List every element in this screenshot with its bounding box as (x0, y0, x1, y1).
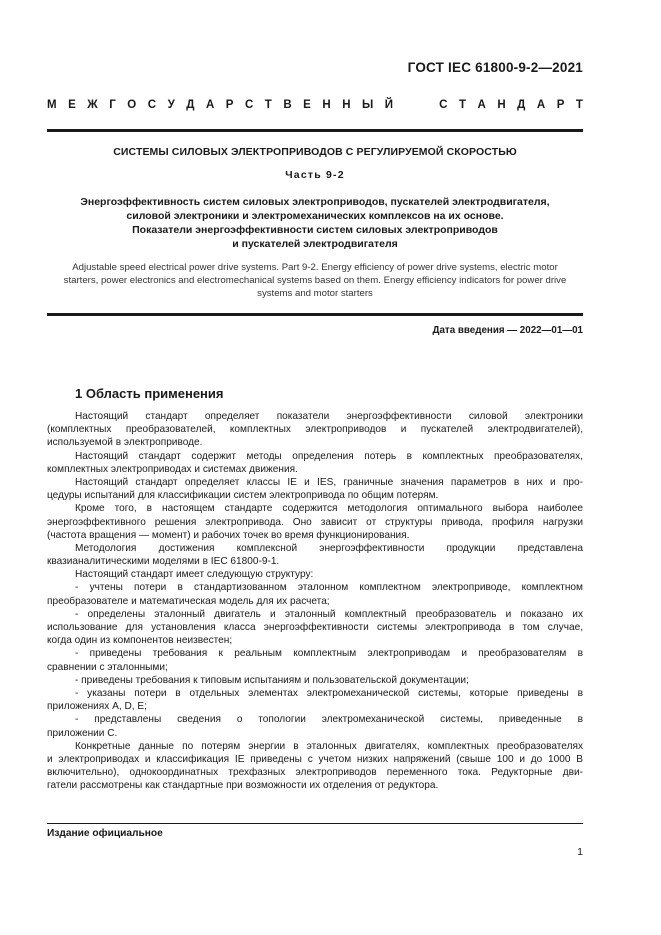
banner-letter: Е (68, 99, 76, 111)
text-line: (комплектных преобразователей, комплектных электроприводов и пускателей электродвигателей), (47, 424, 583, 436)
text-line: энергоэффективного решения электропривода. Оно зависит от структуры привода, профиля нагрузки (47, 516, 583, 528)
divider-top (47, 129, 583, 132)
banner-letter: Е (303, 99, 311, 111)
page-number: 1 (577, 846, 583, 858)
banner-letter: Н (497, 99, 506, 111)
banner-letter: М (47, 99, 57, 111)
text-line: (частота вращения — момент) и рабочих точек во время функционирования. (47, 529, 410, 541)
part-label: Часть 9-2 (285, 169, 345, 181)
text-line: включительно), однокоординатных трехфазных электроприводов переменного тока. Редукторные дви- (47, 767, 583, 779)
text-line: - учтены потери в стандартизованном эталонном комплектном электроприводе, комплектном (75, 582, 583, 594)
section-body (47, 410, 583, 792)
text-line: сравнении с эталонными; (47, 661, 168, 673)
subtitle-line: и пускателей электродвигателя (232, 238, 398, 250)
banner-letter: А (536, 99, 546, 111)
standard-number: ГОСТ IEC 61800-9-2—2021 (407, 60, 583, 75)
text-line: - указаны потери в отдельных элементах электромеханической системы, которые приведены в (75, 687, 583, 699)
banner-letter: Н (322, 99, 331, 111)
english-title (47, 261, 583, 300)
banner-letter: Й (384, 99, 394, 111)
banner-letter: О (127, 99, 137, 111)
banner-letter: С (439, 99, 448, 111)
interstate-standard-banner (47, 99, 583, 111)
text-line: когда один из компонентов неизвестен; (47, 635, 233, 647)
banner-letter: Н (342, 99, 351, 111)
text-line: цедуры испытаний для классификации систем электропривода по общим потерям. (47, 490, 439, 502)
english-title-line: systems and motor starters (257, 288, 373, 299)
section-heading: 1 Область применения (75, 386, 224, 401)
banner-letter: Т (264, 99, 272, 111)
text-line: используемой в электроприводе. (47, 437, 203, 449)
banner-letter: Ы (362, 99, 374, 111)
text-line: Конкретные данные по потерям энергии в эталонных двигателях, комплектных преобразователях (75, 740, 583, 752)
text-line: квазианалитическими моделями в IEC 61800-9-1. (47, 556, 280, 568)
text-line: преобразователе и математическая модель для их расчета; (47, 595, 330, 607)
banner-letter: В (283, 99, 292, 111)
banner-letter: Г (109, 99, 116, 111)
text-line: комплектных электроприводах и системах движения. (47, 463, 298, 475)
english-title-line: Adjustable speed electrical power drive systems. Part 9-2. Energy efficiency of power drive systems, electric motor (72, 262, 558, 273)
subtitle-line: силовой электроники и электромеханических комплексов на их основе. (126, 210, 504, 222)
text-line: - определены эталонный двигатель и эталонный комплектный преобразователь и показано их (75, 608, 583, 620)
banner-letter: Д (186, 99, 195, 111)
subtitle-line: Показатели энергоэффективности систем силовых электроприводов (132, 224, 498, 236)
banner-letter: Д (517, 99, 526, 111)
banner-letter: Р (556, 99, 565, 111)
text-line: - приведены требования к реальным комплектным электроприводам и преобразователям в (75, 648, 583, 660)
banner-letter: Т (458, 99, 466, 111)
standard-title: СИСТЕМЫ СИЛОВЫХ ЭЛЕКТРОПРИВОДОВ С РЕГУЛИРУЕМОЙ СКОРОСТЬЮ (113, 146, 517, 158)
text-line: Методология достижения комплексной энергоэффективности продукции представлена (75, 542, 583, 554)
introduction-date: Дата введения — 2022—01—01 (432, 325, 583, 336)
subtitle-line: Энергоэффективность систем силовых электроприводов, пускателей электродвигателя, (80, 196, 550, 208)
text-line: гатели рассмотрены как стандартные при возможности их отделения от редуктора. (47, 780, 439, 792)
text-line: приложениях А, D, Е; (47, 701, 147, 713)
divider-middle (47, 313, 583, 316)
text-line: Кроме того, в настоящем стандарте содержится методология оптимального выбора наиболее (75, 503, 583, 515)
banner-letter: С (244, 99, 254, 111)
text-line: - представлены сведения о топологии электромеханической системы, приведенные в (75, 714, 583, 726)
banner-letter: Р (225, 99, 234, 111)
text-line: Настоящий стандарт имеет следующую структуру: (75, 569, 314, 581)
text-line: использование для установления класса энергоэффективности системы электропривода в том случае, (47, 622, 583, 633)
banner-letter: Ж (87, 99, 98, 111)
text-line: и электроприводах и классификация IE приведены с учетом низких напряжений (свыше 100 и до 1000 В (47, 753, 583, 765)
text-line: Настоящий стандарт содержит методы определения потерь в комплектных преобразователях, (75, 450, 583, 462)
text-line: приложении С. (47, 727, 118, 739)
text-line: Настоящий стандарт определяет показатели энергоэффективности силовой электроники (75, 411, 583, 422)
banner-letter: А (477, 99, 486, 111)
banner-letter: У (167, 99, 175, 111)
banner-letter: А (205, 99, 215, 111)
english-title-line: starters, power electronics and electromechanical systems based on them. Energy efficiency indicators for power drive (63, 275, 567, 286)
banner-letter: С (147, 99, 157, 111)
standard-subtitle (47, 195, 583, 251)
divider-bottom (47, 823, 583, 824)
official-edition-label: Издание официальное (47, 828, 163, 839)
banner-letter: Т (575, 99, 583, 111)
text-line: - приведены требования к типовым испытаниям и пользовательской документации; (75, 674, 469, 686)
text-line: Настоящий стандарт определяет классы IE и IES, граничные значения параметров в них и про- (75, 476, 583, 488)
